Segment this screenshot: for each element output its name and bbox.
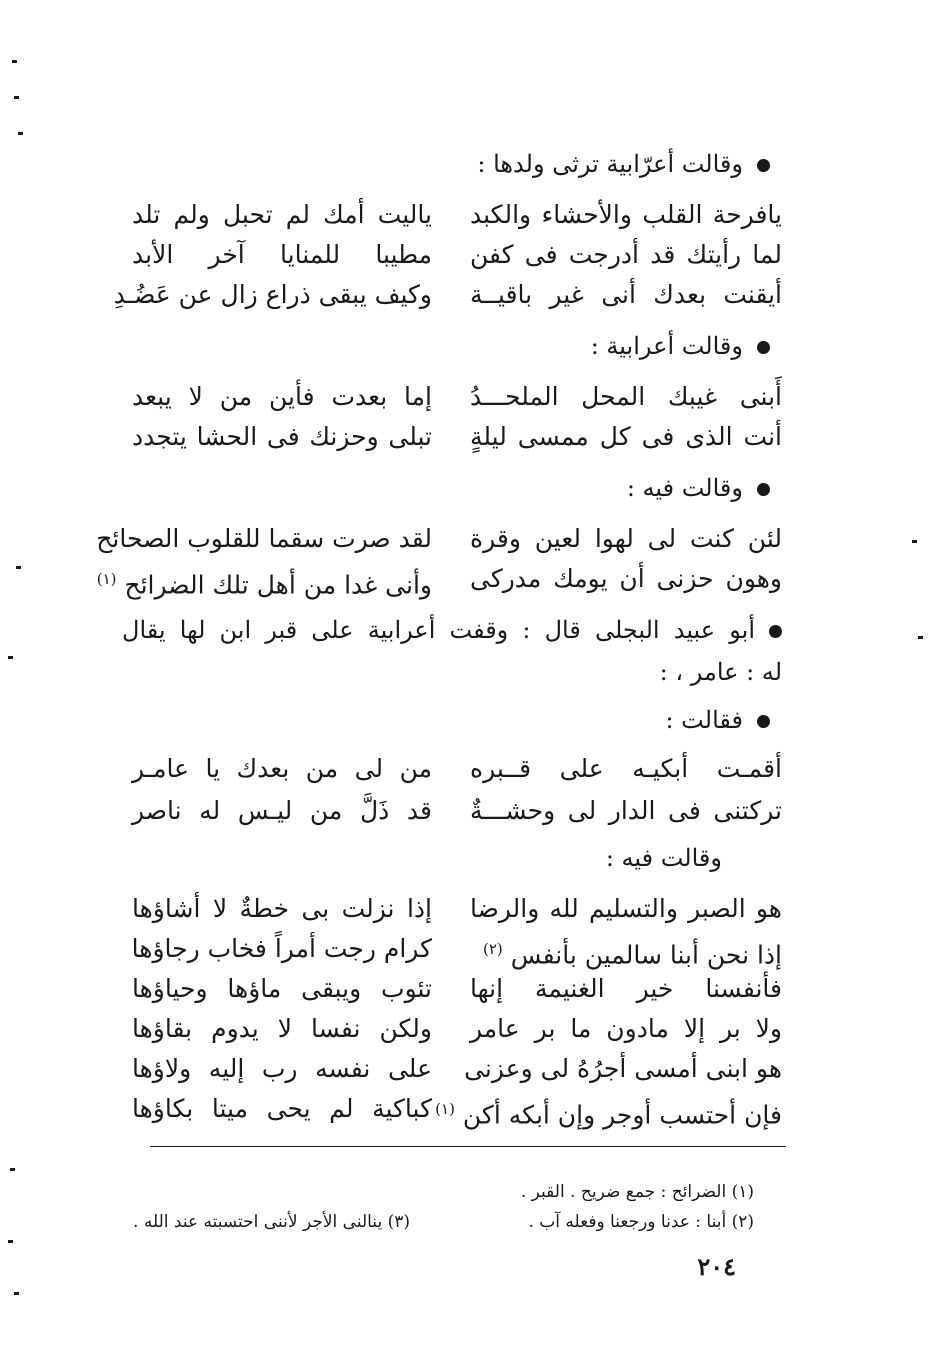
hemistich-second: لقد صرت سقما للقلوب الصحائح — [96, 524, 432, 553]
scan-mark — [16, 566, 21, 569]
bullet-icon — [757, 715, 770, 728]
heading-text: فقالت : — [665, 706, 743, 734]
hemistich-first: أَبنى غيبك المحل الملحـــدُ — [470, 382, 782, 411]
scan-mark — [12, 60, 17, 63]
section-heading: وقالت فيه : — [605, 844, 722, 872]
verse-row — [132, 790, 782, 832]
verse-row — [132, 1008, 782, 1050]
hemistich-second: تئوب ويبقى ماؤها وحياؤها — [132, 974, 432, 1003]
hemistich-second — [96, 558, 432, 606]
hemistich-second: تبلى وحزنك فى الحشا يتجدد — [132, 422, 432, 451]
scan-mark — [912, 540, 917, 543]
hemistich-first — [435, 1088, 782, 1136]
scan-mark — [14, 96, 19, 99]
page-number: ٢٠٤ — [697, 1252, 736, 1281]
verse-row — [132, 416, 782, 458]
hemistich-text: وأنى غدا من أهل تلك الضرائح — [124, 570, 432, 600]
prose-line — [122, 610, 782, 650]
bullet-icon — [757, 483, 770, 496]
hemistich-second: كباكية لم يحى ميتا بكاؤها — [132, 1094, 432, 1123]
hemistich-second: مطيبا للمنايا آخر الأبد — [132, 240, 432, 269]
scan-mark — [18, 132, 23, 135]
footnote: (١) الضرائح : جمع ضريح . القبر . — [520, 1182, 754, 1202]
hemistich-second: ياليت أمك لم تحبل ولم تلد — [132, 200, 432, 229]
verse-row — [96, 518, 782, 560]
footnote-marker: (١) — [96, 570, 117, 588]
hemistich-second: إما بعدت فأين من لا يبعد — [132, 382, 432, 411]
hemistich-second: ولكن نفسا لا يدوم بقاؤها — [132, 1014, 432, 1043]
hemistich-first: تركتنى فى الدار لى وحشـــةٌ — [470, 796, 782, 825]
hemistich-first: أيقنت بعدك أنى غير باقيــة — [470, 280, 782, 309]
hemistich-second: إذا نزلت بى خطةٌ لا أشاؤها — [132, 894, 432, 923]
footnote-marker: (٢) — [483, 940, 503, 958]
hemistich-first: هو ابنى أمسى أجرُهُ لى وعزنى — [464, 1054, 782, 1083]
verse-row — [132, 748, 782, 790]
footnote: (٢) أبنا : عدنا ورجعنا وفعله آب . — [528, 1212, 754, 1232]
hemistich-first: وهون حزنى أن يومك مدركى — [470, 564, 782, 593]
heading-text: وقالت أعرّابية ترثى ولدها : — [477, 150, 743, 178]
section-heading — [665, 700, 770, 740]
bullet-icon — [769, 625, 782, 638]
hemistich-text: إذا نحن أبنا سالمين بأنفس — [510, 940, 782, 970]
scan-mark — [8, 1240, 13, 1243]
section-heading — [477, 144, 770, 184]
prose-line: له : عامر ، : — [659, 658, 782, 686]
verse-row — [132, 234, 782, 276]
verse-row — [132, 888, 782, 930]
prose-text: أبو عبيد البجلى قال : وقفت أعرابية على قبر ابن لها يقال — [122, 616, 755, 644]
verse-row — [113, 274, 782, 316]
section-heading — [591, 326, 770, 366]
hemistich-second: على نفسه رب إليه ولاؤها — [132, 1054, 432, 1083]
verse-row — [132, 194, 782, 236]
hemistich-second: كرام رجت أمراً فخاب رجاؤها — [131, 934, 432, 963]
scan-mark — [10, 1168, 15, 1171]
hemistich-first: ولا بر إلا مادون ما بر عامر — [470, 1014, 782, 1043]
verse-row — [132, 376, 782, 418]
verse-row — [132, 1048, 782, 1090]
hemistich-first: فأنفسنا خير الغنيمة إنها — [470, 974, 782, 1003]
scan-mark — [14, 1292, 19, 1295]
hemistich-second: قد ذَلَّ من ليـس له ناصر — [132, 796, 432, 825]
verse-row — [132, 1088, 782, 1130]
hemistich-second: وكيف يبقى ذراع زال عن عَضُـدِ — [113, 280, 432, 309]
hemistich-first: أنت الذى فى كل ممسى ليلةٍ — [470, 422, 782, 451]
verse-row — [96, 558, 782, 600]
heading-text: وقالت أعرابية : — [590, 332, 743, 360]
hemistich-second: من لى من بعدك يا عامـر — [132, 754, 432, 783]
bullet-icon — [757, 341, 770, 354]
hemistich-first: يافرحة القلب والأحشاء والكبد — [470, 200, 782, 229]
verse-row — [132, 928, 782, 970]
hemistich-first: لما رأيتك قد أدرجت فى كفن — [470, 240, 782, 269]
bullet-icon — [757, 159, 770, 172]
hemistich-first: لئن كنت لى لهوا لعين وقرة — [470, 524, 782, 553]
hemistich-text: فإن أحتسب أوجر وإن أبكه أكن — [462, 1100, 782, 1130]
scan-mark — [918, 636, 923, 639]
footnote-marker: (١) — [435, 1100, 455, 1118]
heading-text: وقالت فيه : — [626, 474, 743, 502]
hemistich-first: هو الصبر والتسليم لله والرضا — [470, 894, 782, 923]
section-heading — [627, 468, 770, 508]
scan-mark — [8, 656, 13, 659]
verse-row — [132, 968, 782, 1010]
hemistich-first: أقمـت أبكيـه على قــبره — [470, 754, 782, 783]
footnote: (٣) ينالنى الأجر لأننى احتسبته عند الله . — [133, 1212, 410, 1232]
footnote-divider — [150, 1146, 786, 1147]
